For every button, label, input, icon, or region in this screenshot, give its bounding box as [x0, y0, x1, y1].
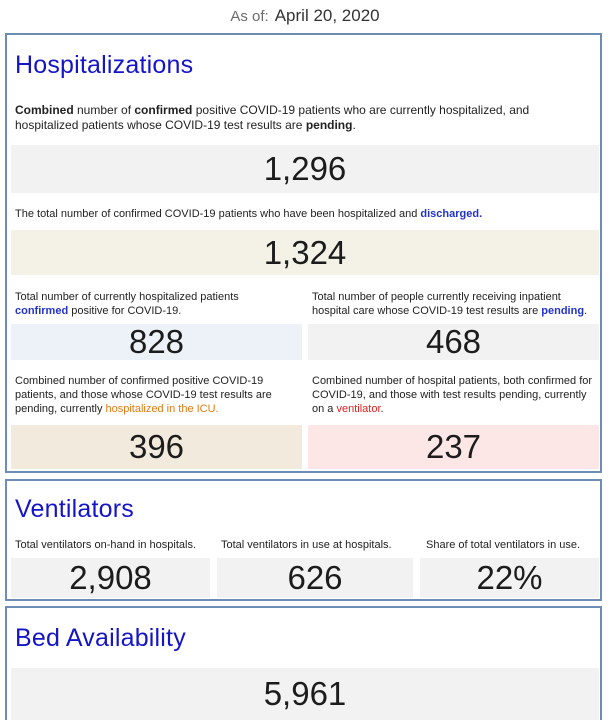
pending-value: 468 [308, 324, 599, 360]
ventilators-inuse-value: 626 [217, 558, 413, 598]
confirmed-value: 828 [11, 324, 302, 360]
ventilators-title: Ventilators [15, 495, 134, 523]
combined-value: 1,296 [11, 145, 599, 193]
desc-highlight-ventilator: ventilator [336, 403, 381, 415]
desc-highlight-discharged: discharged. [420, 208, 483, 220]
desc-strong-combined: Combined [15, 103, 74, 117]
ventilators-inuse-label: Total ventilators in use at hospitals. [221, 539, 392, 551]
ventilators-share-label: Share of total ventilators in use. [426, 539, 581, 551]
ventilators-onhand-label: Total ventilators on-hand in hospitals. [15, 539, 196, 551]
discharged-value: 1,324 [11, 230, 599, 275]
desc-highlight-confirmed: confirmed [15, 305, 69, 317]
desc-text: The total number of confirmed COVID-19 patients who have been hospitalized and [15, 208, 421, 220]
as-of-line [0, 6, 610, 26]
hospitalizations-panel [5, 33, 602, 473]
bed-availability-title: Bed Availability [15, 624, 186, 652]
desc-text: positive for COVID-19. [68, 305, 182, 317]
confirmed-description [15, 290, 295, 318]
ventilators-panel [5, 479, 602, 601]
desc-text: Combined number of hospital patients, both confirmed for COVID-19, and those with test results pending, currently on a [312, 375, 593, 415]
desc-text: . [584, 305, 588, 317]
bed-availability-panel [5, 606, 602, 720]
as-of-date: April 20, 2020 [274, 6, 380, 25]
bed-availability-value: 5,961 [11, 668, 599, 720]
desc-highlight-icu: hospitalized in the ICU. [105, 403, 219, 415]
desc-text: . [352, 118, 356, 132]
combined-description [15, 103, 595, 133]
discharged-description [15, 207, 595, 222]
desc-strong-pending: pending [305, 118, 353, 132]
desc-text: Total number of people currently receiving inpatient hospital care whose COVID-19 test results are [312, 291, 561, 317]
icu-description [15, 374, 297, 416]
desc-text: . [380, 403, 384, 415]
hospitalizations-title: Hospitalizations [15, 51, 194, 79]
ventilator-patients-description [312, 374, 597, 416]
desc-strong-confirmed: confirmed [134, 103, 193, 117]
ventilators-onhand-value: 2,908 [11, 558, 210, 598]
desc-text: Total number of currently hospitalized patients [15, 291, 239, 303]
desc-text: positive COVID-19 patients who are currently hospitalized, and hospitalized patients whose COVID-19 test results are [15, 103, 530, 132]
pending-description [312, 290, 597, 318]
desc-text: number of [73, 103, 135, 117]
desc-text: Combined number of confirmed positive COVID-19 patients, and those whose COVID-19 test results are pending, currently [15, 375, 272, 415]
ventilators-share-value: 22% [420, 558, 599, 598]
icu-value: 396 [11, 425, 302, 469]
desc-highlight-pending: pending [541, 305, 585, 317]
ventilator-patients-value: 237 [308, 425, 599, 469]
as-of-label: As of: [230, 8, 269, 25]
